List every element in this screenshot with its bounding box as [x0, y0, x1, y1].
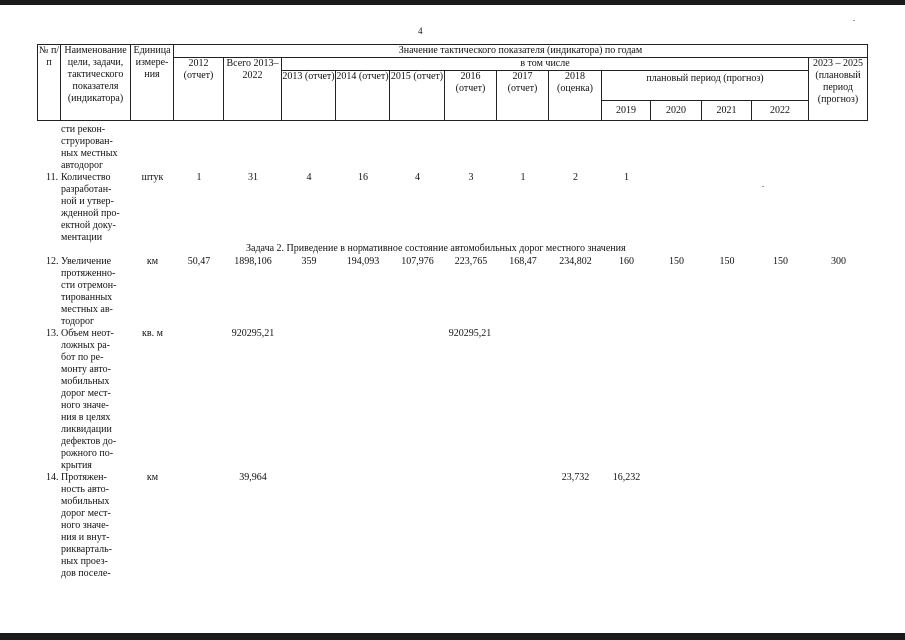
- header-col-unit: Единица измере-ния: [131, 45, 174, 121]
- header-col-2014: 2014 (отчет): [336, 71, 390, 121]
- row-12-2017: 168,47: [509, 256, 537, 267]
- row-13-unit: кв. м: [142, 328, 163, 339]
- row-12-2015: 107,976: [401, 256, 434, 267]
- header-col-2021: 2021: [702, 101, 752, 121]
- row-11-total: 31: [248, 172, 258, 183]
- row-12-2016: 223,765: [454, 256, 488, 267]
- row-12-2018: 234,802: [559, 256, 592, 267]
- row-12-2021: 150: [719, 256, 735, 267]
- row-12-total: 1898,106: [234, 256, 272, 267]
- row-14-2019: 16,232: [612, 472, 641, 483]
- header-col-no: № п/п: [38, 45, 61, 121]
- header-col-2016: 2016 (отчет): [445, 71, 497, 121]
- header-col-2019: 2019: [602, 101, 651, 121]
- row-12-2023: 300: [831, 256, 846, 267]
- row-12-no: 12.: [46, 256, 59, 267]
- header-col-2017: 2017 (отчет): [497, 71, 549, 121]
- row-12-2012: 50,47: [187, 256, 211, 267]
- row-14-name: Протяжен- ность авто- мобильных дорог мест- ного значе- ния и внут- рикварталь- ных проез- дов поселе-: [61, 472, 113, 579]
- header-col-incl: в том числе: [282, 58, 809, 71]
- row-11-2017: 1: [520, 172, 526, 183]
- row-12-2013: 359: [301, 256, 317, 267]
- row-12-name: Увеличение протяженно- сти отремон- тированных местных ав- тодорог: [61, 256, 117, 327]
- header-col-2012: 2012 (отчет): [174, 58, 224, 121]
- row-13-no: 13.: [46, 328, 59, 339]
- row-continued-name: сти рекон- струирован- ных местных автодорог: [61, 124, 118, 171]
- row-11-2012: 1: [196, 172, 202, 183]
- row-13-2016: 920295,21: [448, 328, 492, 339]
- row-12-2014: 194,093: [346, 256, 380, 267]
- header-col-2022: 2022: [752, 101, 809, 121]
- row-11-2014: 16: [358, 172, 368, 183]
- header-col-2020: 2020: [651, 101, 702, 121]
- row-11-2019: 1: [624, 172, 629, 183]
- row-11-2018: 2: [573, 172, 578, 183]
- page-number: 4: [418, 26, 423, 36]
- scan-speck: [762, 186, 764, 187]
- row-14-unit: км: [146, 472, 159, 483]
- row-14-no: 14.: [46, 472, 59, 483]
- row-13-name: Объем неот- ложных ра- бот по ре- монту авто- мобильных дорог мест- ного значе- ния в целях ликвидации дефектов до- рожного по- крытия: [61, 328, 117, 471]
- row-11-name: Количество разработан- ной и утвер- жденной про- ектной доку- ментации: [61, 172, 120, 243]
- header-col-total: Всего 2013–2022: [224, 58, 282, 121]
- row-11-unit: штук: [141, 172, 164, 183]
- row-12-2020: 150: [669, 256, 684, 267]
- row-12-2019: 160: [619, 256, 634, 267]
- row-13-total: 920295,21: [231, 328, 275, 339]
- scan-speck: [853, 20, 855, 21]
- row-14-2018: 23,732: [561, 472, 590, 483]
- header-col-name: Наименование цели, задачи, тактического показателя (индикатора): [61, 45, 131, 121]
- row-11-2013: 4: [306, 172, 312, 183]
- row-11-2016: 3: [468, 172, 474, 183]
- header-col-plan: плановый период (прогноз): [602, 71, 809, 101]
- task-2-heading: Задача 2. Приведение в нормативное состояние автомобильных дорог местного значения: [246, 243, 626, 254]
- header-col-2018: 2018 (оценка): [549, 71, 602, 121]
- header-col-2013: 2013 (отчет): [282, 71, 336, 121]
- row-14-total: 39,964: [239, 472, 267, 483]
- row-11-2015: 4: [415, 172, 420, 183]
- row-12-2022: 150: [773, 256, 788, 267]
- row-11-no: 11.: [46, 172, 59, 183]
- header-col-group: Значение тактического показателя (индикатора) по годам: [174, 45, 868, 58]
- header-col-2023: 2023 – 2025 (плановый период (прогноз): [809, 58, 868, 121]
- header-col-2015: 2015 (отчет): [390, 71, 445, 121]
- row-12-unit: км: [146, 256, 159, 267]
